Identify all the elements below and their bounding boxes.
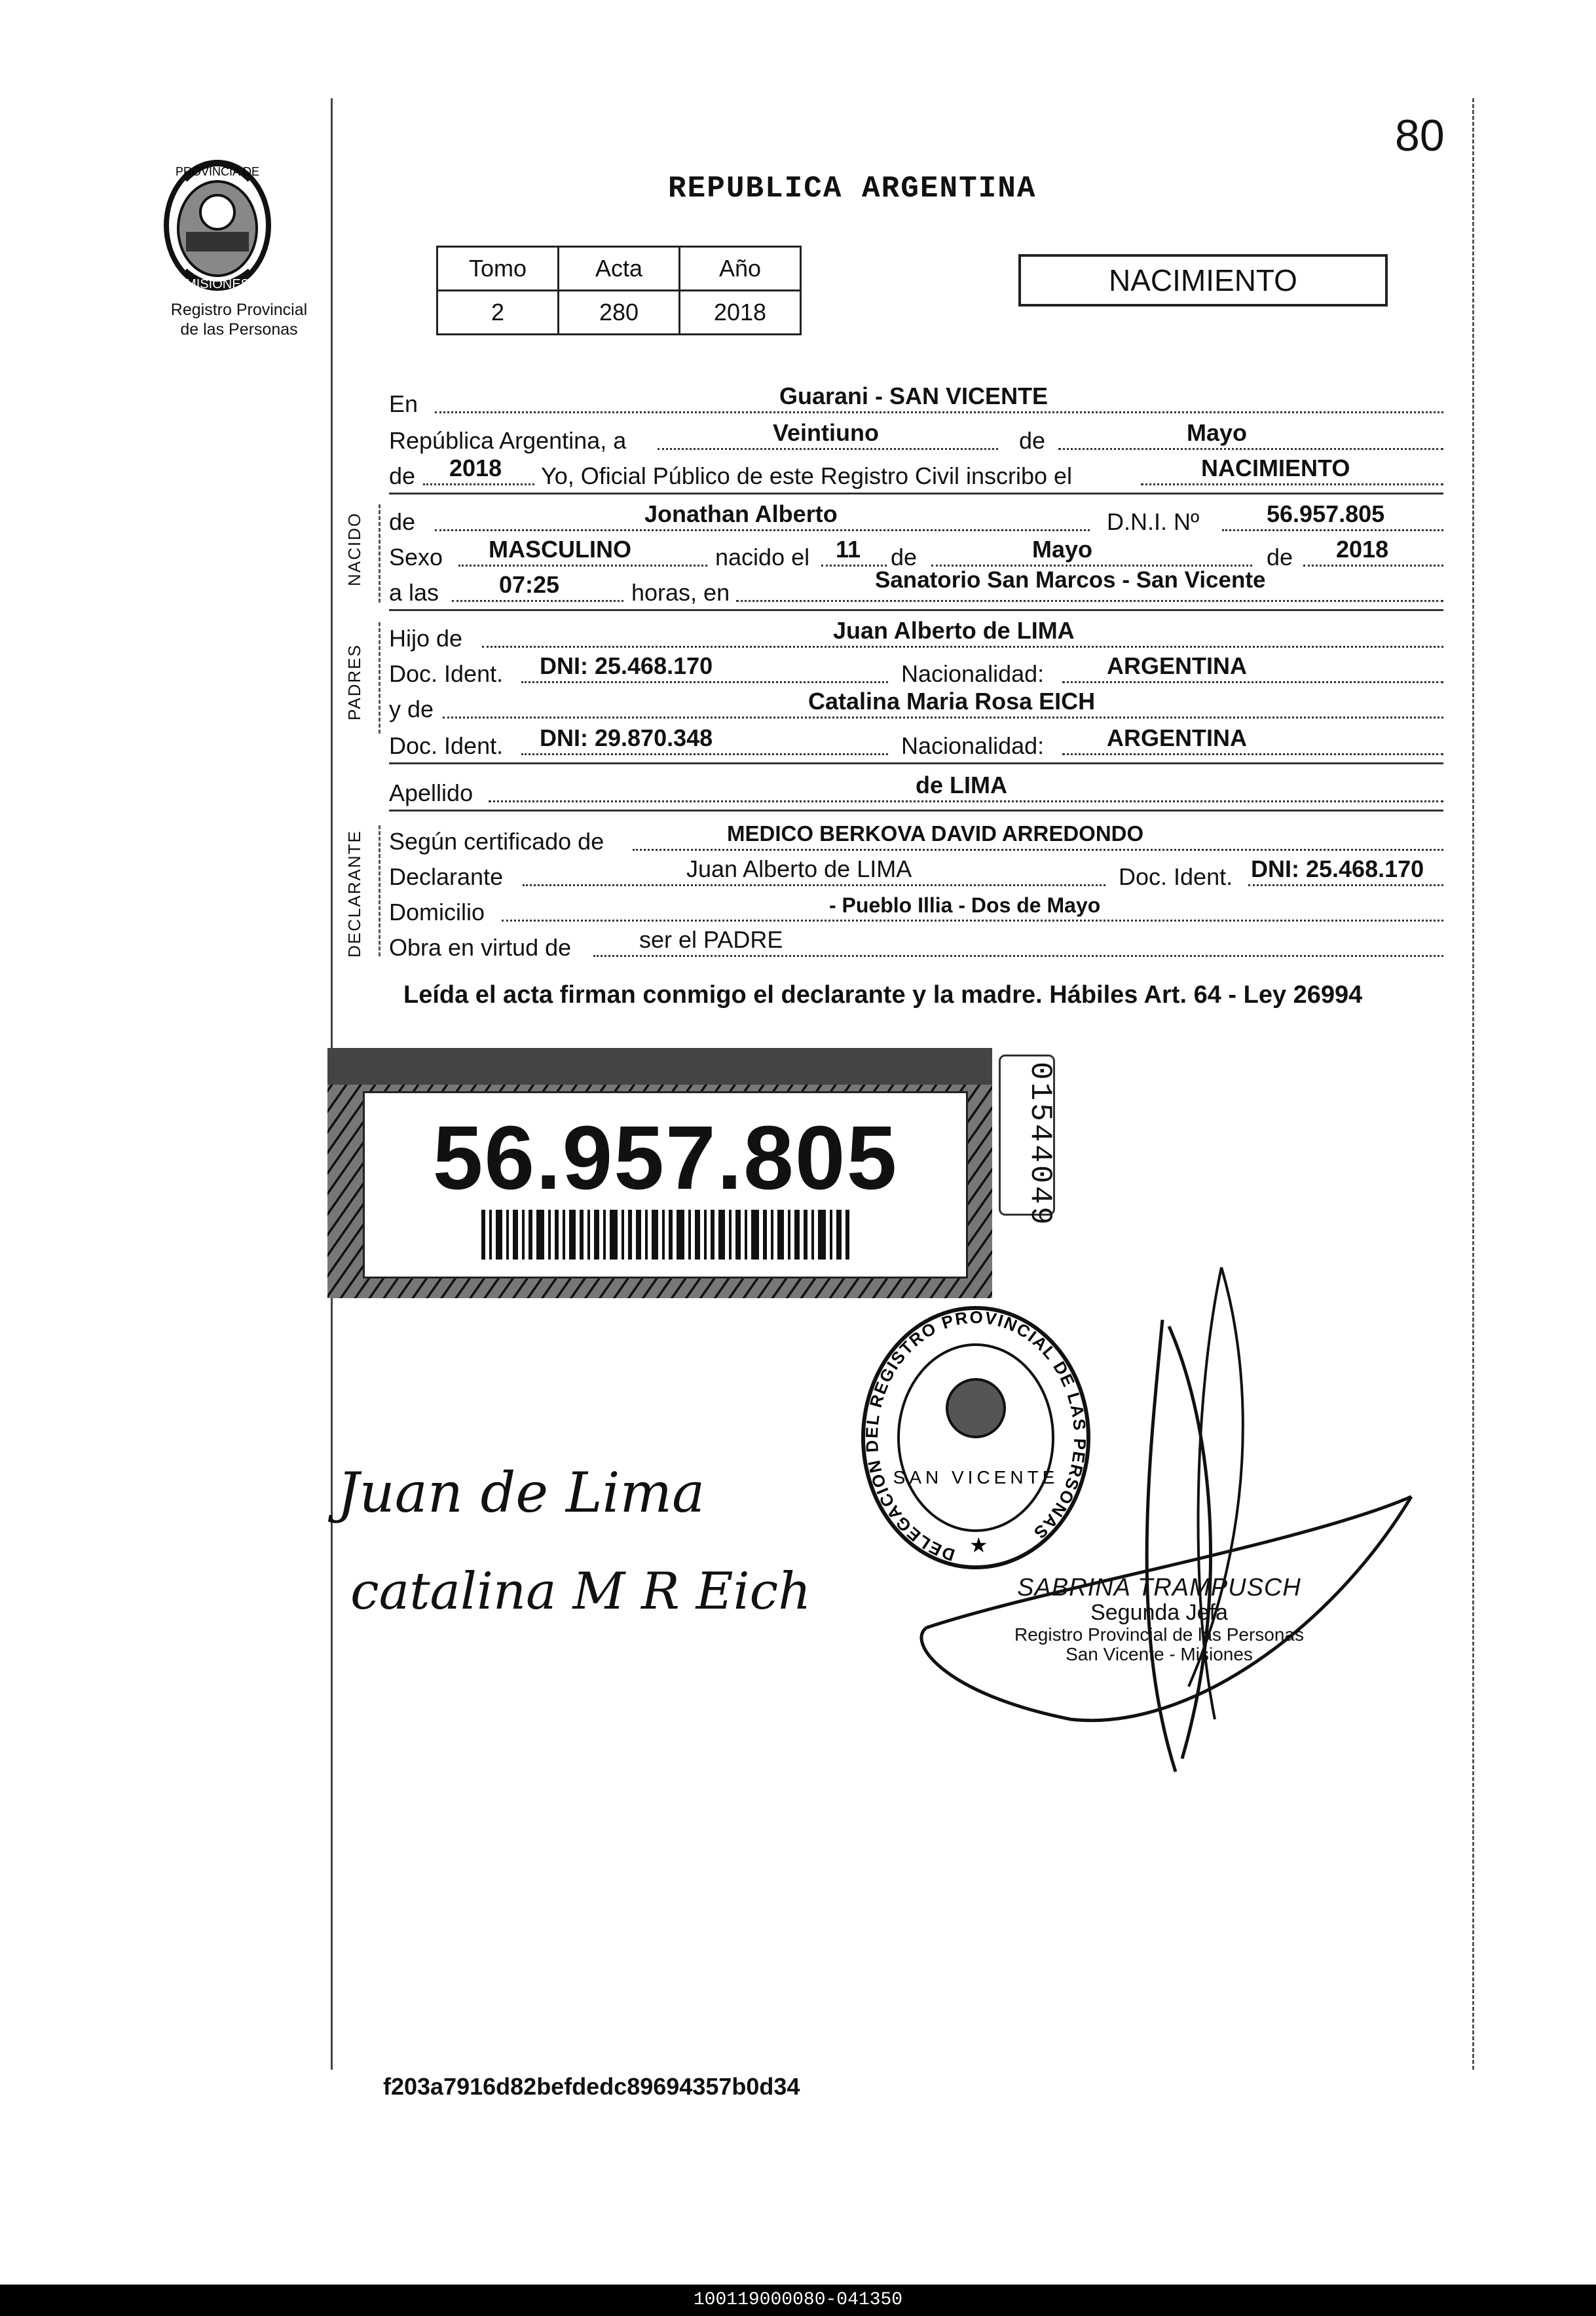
- official-signature: [914, 1261, 1438, 1811]
- label-birth-de2: de: [1267, 544, 1293, 570]
- provincial-seal-logo: [145, 153, 289, 301]
- document-title: REPUBLICA ARGENTINA: [668, 172, 1037, 206]
- dots-mother: [443, 717, 1443, 719]
- page-number: 80: [1395, 111, 1445, 160]
- label-horas: horas, en: [631, 579, 730, 606]
- father-nationality: ARGENTINA: [1107, 652, 1247, 679]
- header-acta: Acta: [559, 247, 680, 291]
- logo-caption: [131, 300, 347, 339]
- serial-number: 01544049: [1023, 1062, 1057, 1227]
- record-type-box: [1018, 254, 1388, 307]
- label-republica: República Argentina, a: [389, 427, 627, 454]
- intro-year: 2018: [449, 455, 502, 481]
- label-father-doc: Doc. Ident.: [389, 660, 504, 687]
- label-dni: D.N.I. Nº: [1107, 508, 1200, 535]
- label-hijo-de: Hijo de: [389, 625, 463, 652]
- dots-decl-doc: [1248, 884, 1443, 886]
- barcode-label: [327, 1048, 992, 1298]
- dots-mother-doc: [521, 753, 888, 755]
- logo-ring-top: PROVINCIA DE: [175, 165, 260, 178]
- logo-caption-line2: de las Personas: [180, 320, 298, 339]
- header-tomo: Tomo: [437, 247, 559, 291]
- label-nacido-de: de: [389, 508, 416, 535]
- dots-father-nat: [1062, 681, 1443, 683]
- right-margin-line: [1472, 98, 1474, 2070]
- dots-birth-year: [1303, 565, 1443, 567]
- label-en: En: [389, 390, 418, 417]
- declarante-doc: DNI: 25.468.170: [1251, 855, 1424, 882]
- apellido-value: de LIMA: [916, 772, 1007, 798]
- father-name: Juan Alberto de LIMA: [833, 617, 1075, 644]
- logo-ring-bottom: MISIONES: [185, 277, 250, 291]
- intro-month: Mayo: [1187, 419, 1248, 446]
- dots-mother-nat: [1062, 753, 1443, 755]
- label-apellido: Apellido: [389, 779, 473, 806]
- dots-domicilio: [502, 920, 1443, 922]
- dots-name: [435, 529, 1090, 531]
- header-anio: Año: [680, 247, 801, 291]
- label-de-month: de: [1019, 427, 1046, 454]
- label-obra: Obra en virtud de: [389, 934, 572, 961]
- label-segun-cert: Según certificado de: [389, 828, 604, 855]
- label-birth-de: de: [891, 544, 918, 570]
- barcode-card: [363, 1091, 968, 1279]
- section-label-padres: PADRES: [344, 644, 364, 720]
- label-decl-doc: Doc. Ident.: [1119, 863, 1233, 890]
- value-tomo: 2: [437, 291, 559, 335]
- intro-place: Guarani - SAN VICENTE: [779, 383, 1049, 409]
- mother-doc: DNI: 29.870.348: [540, 724, 713, 751]
- logo-caption-line1: Registro Provincial: [170, 301, 308, 319]
- official-role: Segunda Jefa: [1090, 1600, 1228, 1625]
- mother-name: Catalina Maria Rosa EICH: [808, 688, 1096, 715]
- declarante-name: Juan Alberto de LIMA: [686, 855, 912, 882]
- stamp-ring-text: DELEGACION DEL REGISTRO PROVINCIAL DE LAS PERSONAS: [861, 1307, 1090, 1565]
- oficial-text: Yo, Oficial Público de este Registro Civil inscribo el: [541, 462, 1073, 489]
- label-alas: a las: [389, 579, 439, 606]
- label-de-year: de: [389, 462, 416, 489]
- stamp-center-text: SAN VICENTE: [893, 1467, 1059, 1487]
- label-father-nat: Nacionalidad:: [901, 660, 1045, 687]
- mother-signature: catalina M R Eich: [350, 1562, 811, 1621]
- dots-birth-place: [736, 600, 1443, 602]
- father-signature: Juan de Lima: [337, 1461, 705, 1525]
- dots-month: [1058, 448, 1443, 450]
- child-dni: 56.957.805: [1267, 500, 1385, 527]
- dots-cert: [633, 849, 1443, 851]
- legal-text: Leída el acta firman conmigo el declarante y la madre. Hábiles Art. 64 - Ley 26994: [403, 981, 1363, 1009]
- declarante-bar: [379, 825, 380, 956]
- dots-time: [452, 600, 623, 602]
- obra-value: ser el PADRE: [639, 926, 783, 953]
- official-office: Registro Provincial de las Personas: [1014, 1624, 1304, 1645]
- dots-apellido: [489, 800, 1443, 802]
- dots-father-doc: [521, 681, 888, 683]
- section-label-declarante: DECLARANTE: [344, 830, 364, 958]
- footer-id: 100119000080-041350: [693, 2290, 903, 2310]
- dots-birth-month: [931, 565, 1252, 567]
- rule-after-nacido: [389, 609, 1443, 611]
- dots-sexo: [458, 565, 707, 567]
- father-doc: DNI: 25.468.170: [540, 652, 713, 679]
- barcode-bars: [481, 1210, 852, 1260]
- rule-after-intro: [389, 493, 1443, 495]
- dots-day: [658, 448, 998, 450]
- child-birth-month: Mayo: [1032, 536, 1093, 563]
- section-label-nacido: NACIDO: [344, 512, 364, 586]
- nacido-bar: [379, 504, 380, 603]
- official-location: San Vicente - Misiones: [1066, 1644, 1253, 1664]
- dots-act-type: [1141, 483, 1443, 485]
- dots-year: [423, 483, 534, 485]
- label-nacido-el: nacido el: [715, 544, 810, 570]
- label-mother-nat: Nacionalidad:: [901, 732, 1045, 759]
- official-name: SABRINA TRAMPUSCH: [1017, 1574, 1301, 1601]
- rule-after-apellido: [389, 810, 1443, 812]
- padres-bar: [379, 622, 380, 734]
- footer-bar: [0, 2285, 1596, 2316]
- dots-declarante: [523, 884, 1105, 886]
- intro-act-type: NACIMIENTO: [1201, 455, 1350, 481]
- label-declarante: Declarante: [389, 863, 504, 890]
- label-mother-doc: Doc. Ident.: [389, 732, 504, 759]
- serial-tab: [999, 1055, 1057, 1227]
- rule-after-padres: [389, 762, 1443, 764]
- record-type: NACIMIENTO: [1109, 263, 1297, 297]
- child-sexo: MASCULINO: [489, 536, 631, 563]
- intro-day-words: Veintiuno: [773, 419, 879, 446]
- dots-father: [482, 646, 1443, 648]
- dots-birth-day: [821, 565, 887, 567]
- child-birth-place: Sanatorio San Marcos - San Vicente: [875, 567, 1266, 593]
- child-birth-year: 2018: [1336, 536, 1389, 563]
- barcode-number: 56.957.805: [432, 1108, 899, 1208]
- stamp-star-icon: ★: [969, 1533, 988, 1557]
- dots-dni: [1222, 529, 1443, 531]
- domicilio-value: - Pueblo Illia - Dos de Mayo: [829, 893, 1101, 917]
- child-birth-day: 11: [836, 536, 861, 563]
- document-hash: f203a7916d82befdedc89694357b0d34: [383, 2073, 800, 2100]
- record-reference-table: [436, 246, 802, 335]
- dots-en: [435, 411, 1443, 413]
- label-sexo: Sexo: [389, 544, 443, 570]
- certificate-issuer: MEDICO BERKOVA DAVID ARREDONDO: [727, 821, 1144, 846]
- label-y-de: y de: [389, 696, 434, 722]
- dots-obra: [593, 955, 1443, 957]
- label-domicilio: Domicilio: [389, 899, 485, 925]
- child-birth-time: 07:25: [499, 571, 560, 598]
- child-name: Jonathan Alberto: [644, 500, 838, 527]
- value-acta: 280: [559, 291, 680, 335]
- mother-nationality: ARGENTINA: [1107, 724, 1247, 751]
- value-anio: 2018: [680, 291, 801, 335]
